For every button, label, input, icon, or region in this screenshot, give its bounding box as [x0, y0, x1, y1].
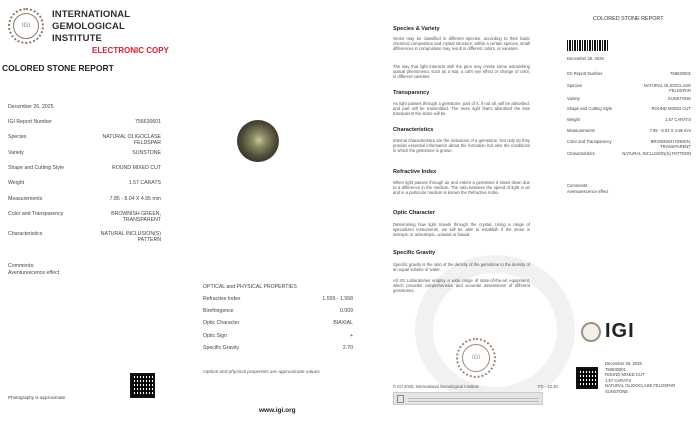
optical-row-optic-sign [203, 333, 353, 339]
institute-line-1: INTERNATIONAL [52, 9, 131, 20]
section-text: All IGI Laboratories employ a wide range of state-of-the-art equipment, which provides comprehensive and accurate assessment of different gemstones. [393, 278, 530, 294]
institute-line-2: GEMOLOGICAL [52, 21, 125, 32]
card-line: December 26, 2025 [605, 361, 642, 366]
summary-label: Characteristics [567, 151, 595, 156]
field-value: SUNSTONE [132, 150, 161, 156]
optical-row-optic-character [203, 320, 353, 326]
summary-qr-code[interactable] [576, 367, 598, 389]
field-value: ROUND MIXED CUT [112, 165, 161, 171]
field-row-characteristics [8, 231, 161, 243]
summary-value: NATURAL INCLUSION(S) PATTERN [622, 151, 691, 156]
optical-value: BIAXIAL [333, 320, 353, 326]
seal-text: IGI [13, 13, 39, 39]
summary-value: 7.85 - 8.04 X 4.95 mm [649, 128, 691, 133]
summary-value: BROWNISH GREEN, TRANSPARENT [650, 139, 691, 149]
igi-seal-logo [8, 8, 44, 44]
optical-value: 2.70 [342, 345, 353, 351]
optical-note: Optical and physical properties are approximate values [203, 370, 320, 375]
summary-label: Color and Transparency [567, 139, 612, 144]
card-line: NATURAL OLIGOCLASE FELDSPAR [605, 383, 676, 389]
seal-icon [581, 322, 601, 342]
optical-label: Specific Gravity [203, 345, 240, 351]
summary-label: IGI Report Number [567, 71, 603, 76]
field-label: Characteristics [8, 231, 43, 237]
optical-properties-title: OPTICAL and PHYSICAL PROPERTIES [203, 284, 297, 290]
field-label: Measurements [8, 196, 43, 202]
igi-seal-stamp [456, 338, 496, 378]
optical-row-specific-gravity [203, 345, 353, 351]
section-text: As light passes through a gemstone, part of it, if not all, will be absorbed, and part will be transmitted. The more light that's absorbed the less transparent the stone will be. [393, 101, 530, 117]
field-label: Color and Transparency [8, 211, 64, 217]
comments-value: Aventurescence effect [8, 270, 60, 276]
optical-label: Refractive Index [203, 296, 241, 302]
field-row-variety [8, 150, 161, 156]
field-value: NATURAL OLIGOCLASE FELDSPAR [102, 134, 161, 146]
field-row-shape [8, 165, 161, 171]
document-icon [397, 395, 404, 403]
form-code: FD - 10.30 [538, 384, 558, 389]
section-text: Determining how light travels through the crystal. Using a range of specialized instruments, we will be able to establish if the stone is isotropic or anisotropic, uniaxial or biaxial. [393, 222, 530, 238]
field-row-species [8, 134, 161, 146]
report-date: December 26, 2025 [8, 104, 54, 110]
section-title-species-variety: Species & Variety [393, 26, 440, 32]
summary-row-report-number [567, 71, 691, 76]
report-title: COLORED STONE REPORT [2, 63, 114, 73]
summary-date: December 26, 2025 [567, 56, 604, 61]
section-title-transparency: Transparency [393, 90, 430, 96]
summary-value: ROUND MIXED CUT [651, 106, 691, 111]
optical-label: Birefringence [203, 308, 234, 314]
summary-label: Variety [567, 96, 580, 101]
section-title-optic-character: Optic Character [393, 210, 435, 216]
gemstone-photo [237, 120, 279, 162]
optical-value: 1.559 - 1.568 [322, 296, 353, 302]
field-value: 1.57 CARATS [128, 180, 161, 186]
copyright-text: © IGI 2020, International Gemological Institute [393, 384, 479, 389]
summary-title: COLORED STONE REPORT [593, 16, 664, 22]
field-label: Shape and Cutting Style [8, 165, 64, 171]
comments-label: Comments: [8, 263, 35, 269]
section-text: Gems may be classified in different species, according to their basic chemical composition and crystal structure; within a certain species, small differences in composition may result in different colors, or varieties. [393, 36, 530, 52]
optical-label: Optic Sign [203, 333, 227, 339]
website-link[interactable]: www.igi.org [259, 407, 296, 414]
section-text: Internal characteristics are the inclusions of a gemstone. Not only do they provide essential information about the formation but also the conditions in which the gemstone is grown. [393, 138, 530, 154]
seal-text: IGI [462, 344, 490, 372]
summary-card [605, 361, 675, 395]
card-line: 1.57 CARATS [605, 377, 631, 383]
summary-value: 756630601 [670, 71, 691, 76]
field-label: Weight [8, 180, 25, 186]
summary-value: NATURAL OLIGOCLASE FELDSPAR [643, 83, 691, 93]
summary-comments-value: Aventurescence effect [567, 189, 609, 194]
field-value: 7.85 - 8.04 X 4.95 mm [109, 196, 161, 202]
institute-line-3: INSTITUTE [52, 33, 102, 44]
summary-row-measurements [567, 128, 691, 133]
card-line: 756630601 [605, 366, 626, 372]
summary-value: 1.57 CARATS [665, 117, 691, 122]
field-row-measurements [8, 196, 161, 202]
optical-value: 0.009 [340, 308, 353, 314]
card-line: ROUND MIXED CUT [605, 372, 645, 378]
summary-row-characteristics [567, 151, 691, 156]
section-text: When light passes through air and enters a gemstone it slows down due to a difference in the medium. The ratio between the speed of light in air and in a particular medium is known the Refractive Index. [393, 180, 530, 196]
photography-note: Photography is approximate [8, 395, 66, 400]
field-value: 756630601 [135, 119, 161, 125]
optical-label: Optic Character [203, 320, 240, 326]
logo-text: IGI [605, 320, 635, 342]
summary-value: SUNSTONE [667, 96, 691, 101]
field-label: IGI Report Number [8, 119, 52, 125]
section-title-refractive-index: Refractive Index [393, 169, 437, 175]
optical-row-birefringence [203, 308, 353, 314]
summary-label: Species [567, 83, 582, 88]
field-row-report-number [8, 119, 161, 125]
optical-value: + [349, 333, 353, 339]
summary-label: Shape and Cutting Style [567, 106, 613, 111]
field-row-weight [8, 180, 161, 186]
igi-logo [581, 320, 635, 343]
summary-row-shape [567, 106, 691, 111]
fine-print [408, 396, 539, 402]
section-title-specific-gravity: Specific Gravity [393, 250, 436, 256]
security-footer-bar [393, 392, 543, 405]
optical-row-refractive-index [203, 296, 353, 302]
qr-code[interactable] [130, 373, 155, 398]
section-title-characteristics: Characteristics [393, 127, 434, 133]
field-row-color [8, 211, 161, 223]
summary-label: Measurements [567, 128, 595, 133]
section-text: Specific gravity is the ratio of the density of the gemstone to the density of an equal volume of water. [393, 262, 530, 273]
field-label: Variety [8, 150, 24, 156]
field-value: BROWNISH GREEN, TRANSPARENT [111, 211, 161, 223]
field-value: NATURAL INCLUSION(S) PATTERN [100, 231, 161, 243]
summary-row-species [567, 83, 691, 93]
summary-row-weight [567, 117, 691, 122]
section-text: The way that light interacts with the gem may create some astonishing optical phenomena, such as a star, a cat's eye effect or change of color, in different varieties. [393, 64, 530, 80]
field-label: Species [8, 134, 27, 140]
summary-label: Weight [567, 117, 580, 122]
summary-row-variety [567, 96, 691, 101]
summary-comments-label: Comments: [567, 183, 589, 188]
institute-name [52, 9, 130, 45]
barcode [567, 40, 609, 51]
electronic-copy-label: ELECTRONIC COPY [92, 46, 169, 55]
card-line: SUNSTONE [605, 388, 629, 394]
summary-row-color [567, 139, 691, 149]
